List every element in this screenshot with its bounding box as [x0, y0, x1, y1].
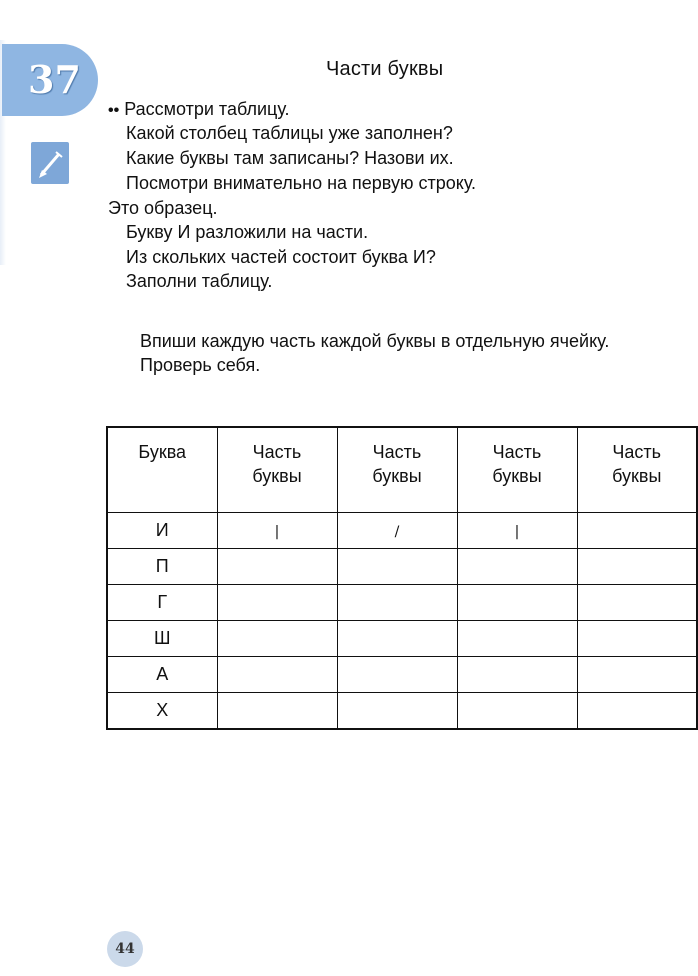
table-row: [107, 693, 697, 730]
letter-parts-table: [106, 426, 698, 730]
header-part-3: Часть буквы: [457, 427, 577, 513]
part-cell[interactable]: [457, 585, 577, 621]
instruction-line-7: Из скольких частей состоит буква И?: [126, 247, 436, 267]
page-title: Части буквы: [326, 58, 444, 80]
page-number: 44: [107, 931, 143, 967]
header-part-4: Часть буквы: [577, 427, 697, 513]
part-cell[interactable]: [217, 585, 337, 621]
instruction-line-3: Какие буквы там записаны? Назови их.: [126, 148, 454, 168]
lesson-number: 37: [28, 57, 81, 102]
pencil-icon: [31, 142, 69, 184]
table-row: [107, 621, 697, 657]
extra-instruction-2: Проверь себя.: [140, 355, 261, 375]
part-cell[interactable]: [577, 549, 697, 585]
stroke-mark: /: [394, 524, 400, 540]
part-cell[interactable]: [457, 621, 577, 657]
part-cell[interactable]: [577, 621, 697, 657]
part-cell[interactable]: [217, 549, 337, 585]
header-part-2: Часть буквы: [337, 427, 457, 513]
instruction-line-5: Это образец.: [108, 198, 218, 218]
table-header-row: [107, 427, 697, 513]
part-cell[interactable]: [457, 513, 577, 549]
instruction-line-4: Посмотри внимательно на первую строку.: [126, 173, 477, 193]
part-cell[interactable]: [457, 693, 577, 730]
part-cell[interactable]: [577, 513, 697, 549]
part-cell[interactable]: [457, 549, 577, 585]
instruction-line-1: [108, 98, 290, 122]
part-cell[interactable]: [337, 549, 457, 585]
part-cell[interactable]: [337, 585, 457, 621]
part-cell[interactable]: [577, 585, 697, 621]
part-cell[interactable]: [577, 693, 697, 730]
part-cell[interactable]: [217, 657, 337, 693]
part-cell[interactable]: [217, 513, 337, 549]
table-row: [107, 549, 697, 585]
stroke-mark: |: [274, 524, 280, 540]
part-cell[interactable]: [337, 513, 457, 549]
letter-cell: Ш: [107, 621, 217, 657]
table-row: [107, 513, 697, 549]
part-cell[interactable]: [337, 621, 457, 657]
part-cell[interactable]: [577, 657, 697, 693]
part-cell[interactable]: [217, 693, 337, 730]
header-letter: Буква: [107, 427, 217, 513]
table-row: [107, 585, 697, 621]
part-cell[interactable]: [457, 657, 577, 693]
letter-cell: А: [107, 657, 217, 693]
instruction-line-2: Какой столбец таблицы уже заполнен?: [126, 123, 453, 143]
letter-cell: П: [107, 549, 217, 585]
letter-cell: И: [107, 513, 217, 549]
stroke-mark: |: [514, 524, 520, 540]
letter-cell: Х: [107, 693, 217, 730]
letter-cell: Г: [107, 585, 217, 621]
extra-instruction-1: Впиши каждую часть каждой буквы в отдельную ячейку.: [140, 331, 610, 351]
part-cell[interactable]: [337, 657, 457, 693]
table-row: [107, 657, 697, 693]
header-part-1: Часть буквы: [217, 427, 337, 513]
part-cell[interactable]: [337, 693, 457, 730]
instruction-line-8: Заполни таблицу.: [126, 271, 273, 291]
bullet-marker: ••: [108, 102, 120, 119]
instruction-text: Рассмотри таблицу.: [124, 99, 290, 119]
part-cell[interactable]: [217, 621, 337, 657]
instruction-line-6: Букву И разложили на части.: [126, 222, 369, 242]
